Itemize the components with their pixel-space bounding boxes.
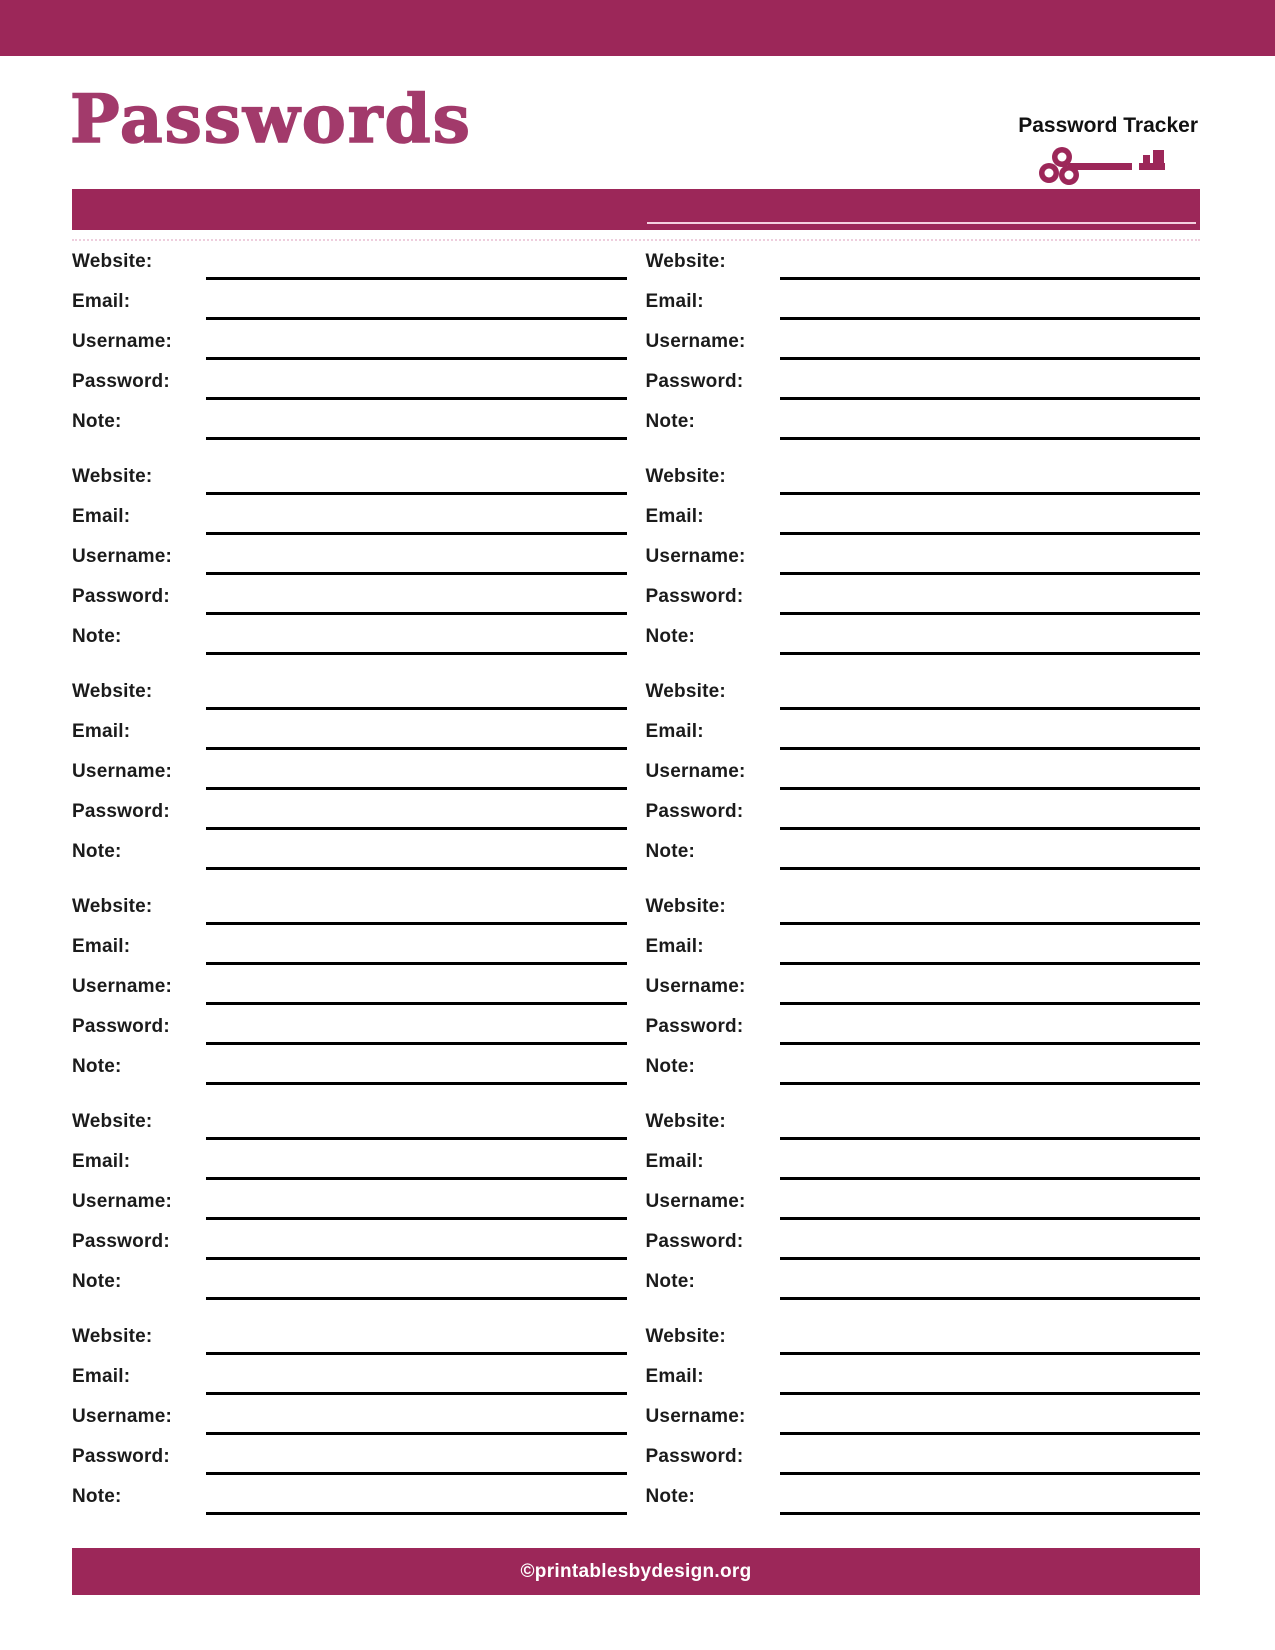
field-label-email: Email: xyxy=(645,1366,704,1387)
field-blank-line-website xyxy=(780,922,1201,925)
field-row-email xyxy=(646,927,1201,967)
tracker-subtitle: Password Tracker xyxy=(1018,114,1198,137)
field-row-password xyxy=(72,1007,627,1047)
field-row-note xyxy=(646,1262,1201,1302)
field-label-website: Website: xyxy=(645,681,726,702)
password-entry-group xyxy=(646,1317,1201,1517)
field-row-website xyxy=(72,457,627,497)
password-entry-group xyxy=(72,457,627,657)
field-row-website xyxy=(646,887,1201,927)
field-label-email: Email: xyxy=(645,506,704,527)
field-label-password: Password: xyxy=(645,586,744,607)
field-row-email xyxy=(646,497,1201,537)
field-row-username xyxy=(646,537,1201,577)
key-icon xyxy=(1038,146,1168,186)
field-blank-line-email xyxy=(206,317,627,320)
field-row-password xyxy=(646,362,1201,402)
field-row-password xyxy=(646,1007,1201,1047)
field-label-email: Email: xyxy=(72,1151,131,1172)
field-label-password: Password: xyxy=(72,371,170,392)
field-row-username xyxy=(646,752,1201,792)
field-row-note xyxy=(646,1047,1201,1087)
password-entry-group xyxy=(646,242,1201,442)
field-row-username xyxy=(646,322,1201,362)
field-row-website xyxy=(646,242,1201,282)
header-divider-band xyxy=(72,189,1200,230)
field-label-username: Username: xyxy=(645,761,746,782)
field-row-username xyxy=(646,1397,1201,1437)
field-blank-line-email xyxy=(780,1177,1201,1180)
field-row-note xyxy=(646,832,1201,872)
field-label-note: Note: xyxy=(645,1056,696,1077)
field-row-website xyxy=(72,672,627,712)
field-label-website: Website: xyxy=(645,466,726,487)
field-label-email: Email: xyxy=(645,721,704,742)
field-row-username xyxy=(646,1182,1201,1222)
field-blank-line-username xyxy=(780,1002,1201,1005)
password-entry-group xyxy=(72,887,627,1087)
field-row-password xyxy=(72,577,627,617)
field-blank-line-website xyxy=(206,922,627,925)
field-label-note: Note: xyxy=(72,1486,122,1507)
password-entry-group xyxy=(72,672,627,872)
field-label-username: Username: xyxy=(645,1191,746,1212)
field-label-email: Email: xyxy=(645,291,704,312)
password-entry-group xyxy=(646,457,1201,657)
field-label-password: Password: xyxy=(645,801,744,822)
entry-column-right xyxy=(646,242,1201,1517)
field-blank-line-password xyxy=(206,1257,627,1260)
field-blank-line-note xyxy=(206,867,627,870)
field-label-website: Website: xyxy=(72,896,153,917)
field-blank-line-website xyxy=(206,277,627,280)
password-entry-group xyxy=(646,1102,1201,1302)
field-label-email: Email: xyxy=(645,1151,704,1172)
field-label-website: Website: xyxy=(645,1111,726,1132)
field-blank-line-email xyxy=(206,532,627,535)
field-row-username xyxy=(72,967,627,1007)
field-blank-line-password xyxy=(780,1042,1201,1045)
field-label-email: Email: xyxy=(72,291,131,312)
field-row-website xyxy=(72,887,627,927)
password-entry-group xyxy=(646,887,1201,1087)
field-row-note xyxy=(646,1477,1201,1517)
field-row-note xyxy=(72,402,627,442)
field-blank-line-email xyxy=(780,747,1201,750)
field-label-password: Password: xyxy=(645,1231,744,1252)
field-row-email xyxy=(72,927,627,967)
field-blank-line-username xyxy=(206,787,627,790)
field-blank-line-website xyxy=(206,1352,627,1355)
field-label-note: Note: xyxy=(645,626,696,647)
field-blank-line-email xyxy=(206,1392,627,1395)
field-label-website: Website: xyxy=(72,1326,153,1347)
field-blank-line-username xyxy=(206,1002,627,1005)
field-label-website: Website: xyxy=(72,466,153,487)
field-label-password: Password: xyxy=(645,1446,744,1467)
field-blank-line-note xyxy=(780,652,1201,655)
field-row-website xyxy=(72,1102,627,1142)
field-row-password xyxy=(646,1222,1201,1262)
field-label-username: Username: xyxy=(645,976,746,997)
field-label-password: Password: xyxy=(645,371,744,392)
dotted-separator-line xyxy=(72,239,1200,241)
field-blank-line-note xyxy=(206,1512,627,1515)
field-row-username xyxy=(72,1397,627,1437)
field-row-email xyxy=(72,497,627,537)
field-label-username: Username: xyxy=(72,761,173,782)
field-label-email: Email: xyxy=(72,506,131,527)
field-blank-line-email xyxy=(206,747,627,750)
field-row-note xyxy=(72,1262,627,1302)
field-row-password xyxy=(646,577,1201,617)
field-row-email xyxy=(646,1142,1201,1182)
field-row-username xyxy=(72,537,627,577)
field-row-email xyxy=(72,1357,627,1397)
field-label-note: Note: xyxy=(72,1271,122,1292)
field-row-username xyxy=(72,1182,627,1222)
field-row-email xyxy=(72,712,627,752)
field-blank-line-password xyxy=(206,1472,627,1475)
field-row-website xyxy=(72,1317,627,1357)
field-blank-line-email xyxy=(206,1177,627,1180)
field-blank-line-note xyxy=(780,867,1201,870)
field-blank-line-password xyxy=(780,827,1201,830)
field-blank-line-website xyxy=(780,277,1201,280)
field-row-password xyxy=(72,1437,627,1477)
band-highlight-line xyxy=(647,222,1196,224)
field-row-website xyxy=(646,457,1201,497)
entry-columns xyxy=(72,242,1200,1517)
field-blank-line-username xyxy=(206,1217,627,1220)
field-blank-line-note xyxy=(780,1082,1201,1085)
field-label-website: Website: xyxy=(645,896,726,917)
field-label-username: Username: xyxy=(72,976,173,997)
field-row-note xyxy=(646,402,1201,442)
field-label-username: Username: xyxy=(72,1191,173,1212)
field-blank-line-website xyxy=(780,1352,1201,1355)
field-label-note: Note: xyxy=(72,841,122,862)
field-blank-line-username xyxy=(780,1217,1201,1220)
field-blank-line-website xyxy=(780,707,1201,710)
field-blank-line-email xyxy=(780,1392,1201,1395)
field-label-password: Password: xyxy=(72,586,170,607)
field-row-note xyxy=(646,617,1201,657)
field-row-email xyxy=(72,282,627,322)
field-row-note xyxy=(72,1477,627,1517)
field-blank-line-email xyxy=(206,962,627,965)
field-blank-line-password xyxy=(780,397,1201,400)
field-row-password xyxy=(646,1437,1201,1477)
field-blank-line-username xyxy=(780,572,1201,575)
field-blank-line-email xyxy=(780,532,1201,535)
field-label-website: Website: xyxy=(645,1326,726,1347)
field-blank-line-note xyxy=(206,437,627,440)
field-row-username xyxy=(646,967,1201,1007)
field-label-note: Note: xyxy=(645,411,696,432)
field-blank-line-username xyxy=(206,357,627,360)
field-label-username: Username: xyxy=(72,331,173,352)
field-label-website: Website: xyxy=(72,681,153,702)
field-blank-line-note xyxy=(206,652,627,655)
page-title: Passwords xyxy=(70,80,472,158)
field-label-username: Username: xyxy=(645,1406,746,1427)
field-blank-line-website xyxy=(780,492,1201,495)
field-label-username: Username: xyxy=(72,1406,173,1427)
password-entry-group xyxy=(72,1102,627,1302)
field-label-password: Password: xyxy=(645,1016,744,1037)
footer-bar xyxy=(72,1548,1200,1595)
field-blank-line-website xyxy=(206,492,627,495)
field-row-username xyxy=(72,752,627,792)
field-label-username: Username: xyxy=(72,546,173,567)
field-label-note: Note: xyxy=(645,841,696,862)
password-entry-group xyxy=(646,672,1201,872)
field-label-username: Username: xyxy=(645,546,746,567)
field-blank-line-password xyxy=(206,827,627,830)
field-blank-line-website xyxy=(206,707,627,710)
field-row-note xyxy=(72,617,627,657)
field-row-email xyxy=(72,1142,627,1182)
field-blank-line-email xyxy=(780,317,1201,320)
field-label-password: Password: xyxy=(72,1446,170,1467)
field-label-password: Password: xyxy=(72,801,170,822)
entry-column-left xyxy=(72,242,627,1517)
password-entry-group xyxy=(72,1317,627,1517)
field-row-email xyxy=(646,1357,1201,1397)
field-row-note xyxy=(72,1047,627,1087)
field-label-email: Email: xyxy=(72,721,131,742)
field-blank-line-password xyxy=(206,612,627,615)
field-row-note xyxy=(72,832,627,872)
field-blank-line-password xyxy=(206,397,627,400)
field-blank-line-email xyxy=(780,962,1201,965)
field-label-note: Note: xyxy=(72,411,122,432)
field-blank-line-website xyxy=(206,1137,627,1140)
field-blank-line-username xyxy=(780,1432,1201,1435)
field-label-email: Email: xyxy=(72,1366,131,1387)
field-blank-line-password xyxy=(206,1042,627,1045)
field-blank-line-username xyxy=(206,572,627,575)
top-accent-bar xyxy=(0,0,1275,56)
field-row-website xyxy=(646,1102,1201,1142)
field-label-email: Email: xyxy=(72,936,131,957)
field-row-username xyxy=(72,322,627,362)
field-blank-line-password xyxy=(780,1472,1201,1475)
field-label-note: Note: xyxy=(645,1271,696,1292)
field-blank-line-note xyxy=(206,1082,627,1085)
field-blank-line-note xyxy=(780,437,1201,440)
field-blank-line-username xyxy=(780,787,1201,790)
field-blank-line-note xyxy=(206,1297,627,1300)
field-row-email xyxy=(646,282,1201,322)
field-row-email xyxy=(646,712,1201,752)
field-row-website xyxy=(646,1317,1201,1357)
field-label-password: Password: xyxy=(72,1231,170,1252)
field-blank-line-note xyxy=(780,1297,1201,1300)
field-row-website xyxy=(646,672,1201,712)
field-label-website: Website: xyxy=(72,251,153,272)
field-label-website: Website: xyxy=(645,251,726,272)
field-blank-line-password xyxy=(780,612,1201,615)
field-blank-line-password xyxy=(780,1257,1201,1260)
field-row-password xyxy=(72,792,627,832)
field-row-password xyxy=(72,1222,627,1262)
field-label-note: Note: xyxy=(72,1056,122,1077)
field-label-password: Password: xyxy=(72,1016,170,1037)
field-row-password xyxy=(646,792,1201,832)
footer-credit: ©printablesbydesign.org xyxy=(520,1560,752,1582)
field-label-note: Note: xyxy=(72,626,122,647)
field-blank-line-website xyxy=(780,1137,1201,1140)
field-label-email: Email: xyxy=(645,936,704,957)
field-blank-line-username xyxy=(780,357,1201,360)
field-blank-line-note xyxy=(780,1512,1201,1515)
field-label-note: Note: xyxy=(645,1486,696,1507)
field-row-website xyxy=(72,242,627,282)
field-label-website: Website: xyxy=(72,1111,153,1132)
field-blank-line-username xyxy=(206,1432,627,1435)
field-label-username: Username: xyxy=(645,331,746,352)
field-row-password xyxy=(72,362,627,402)
password-entry-group xyxy=(72,242,627,442)
